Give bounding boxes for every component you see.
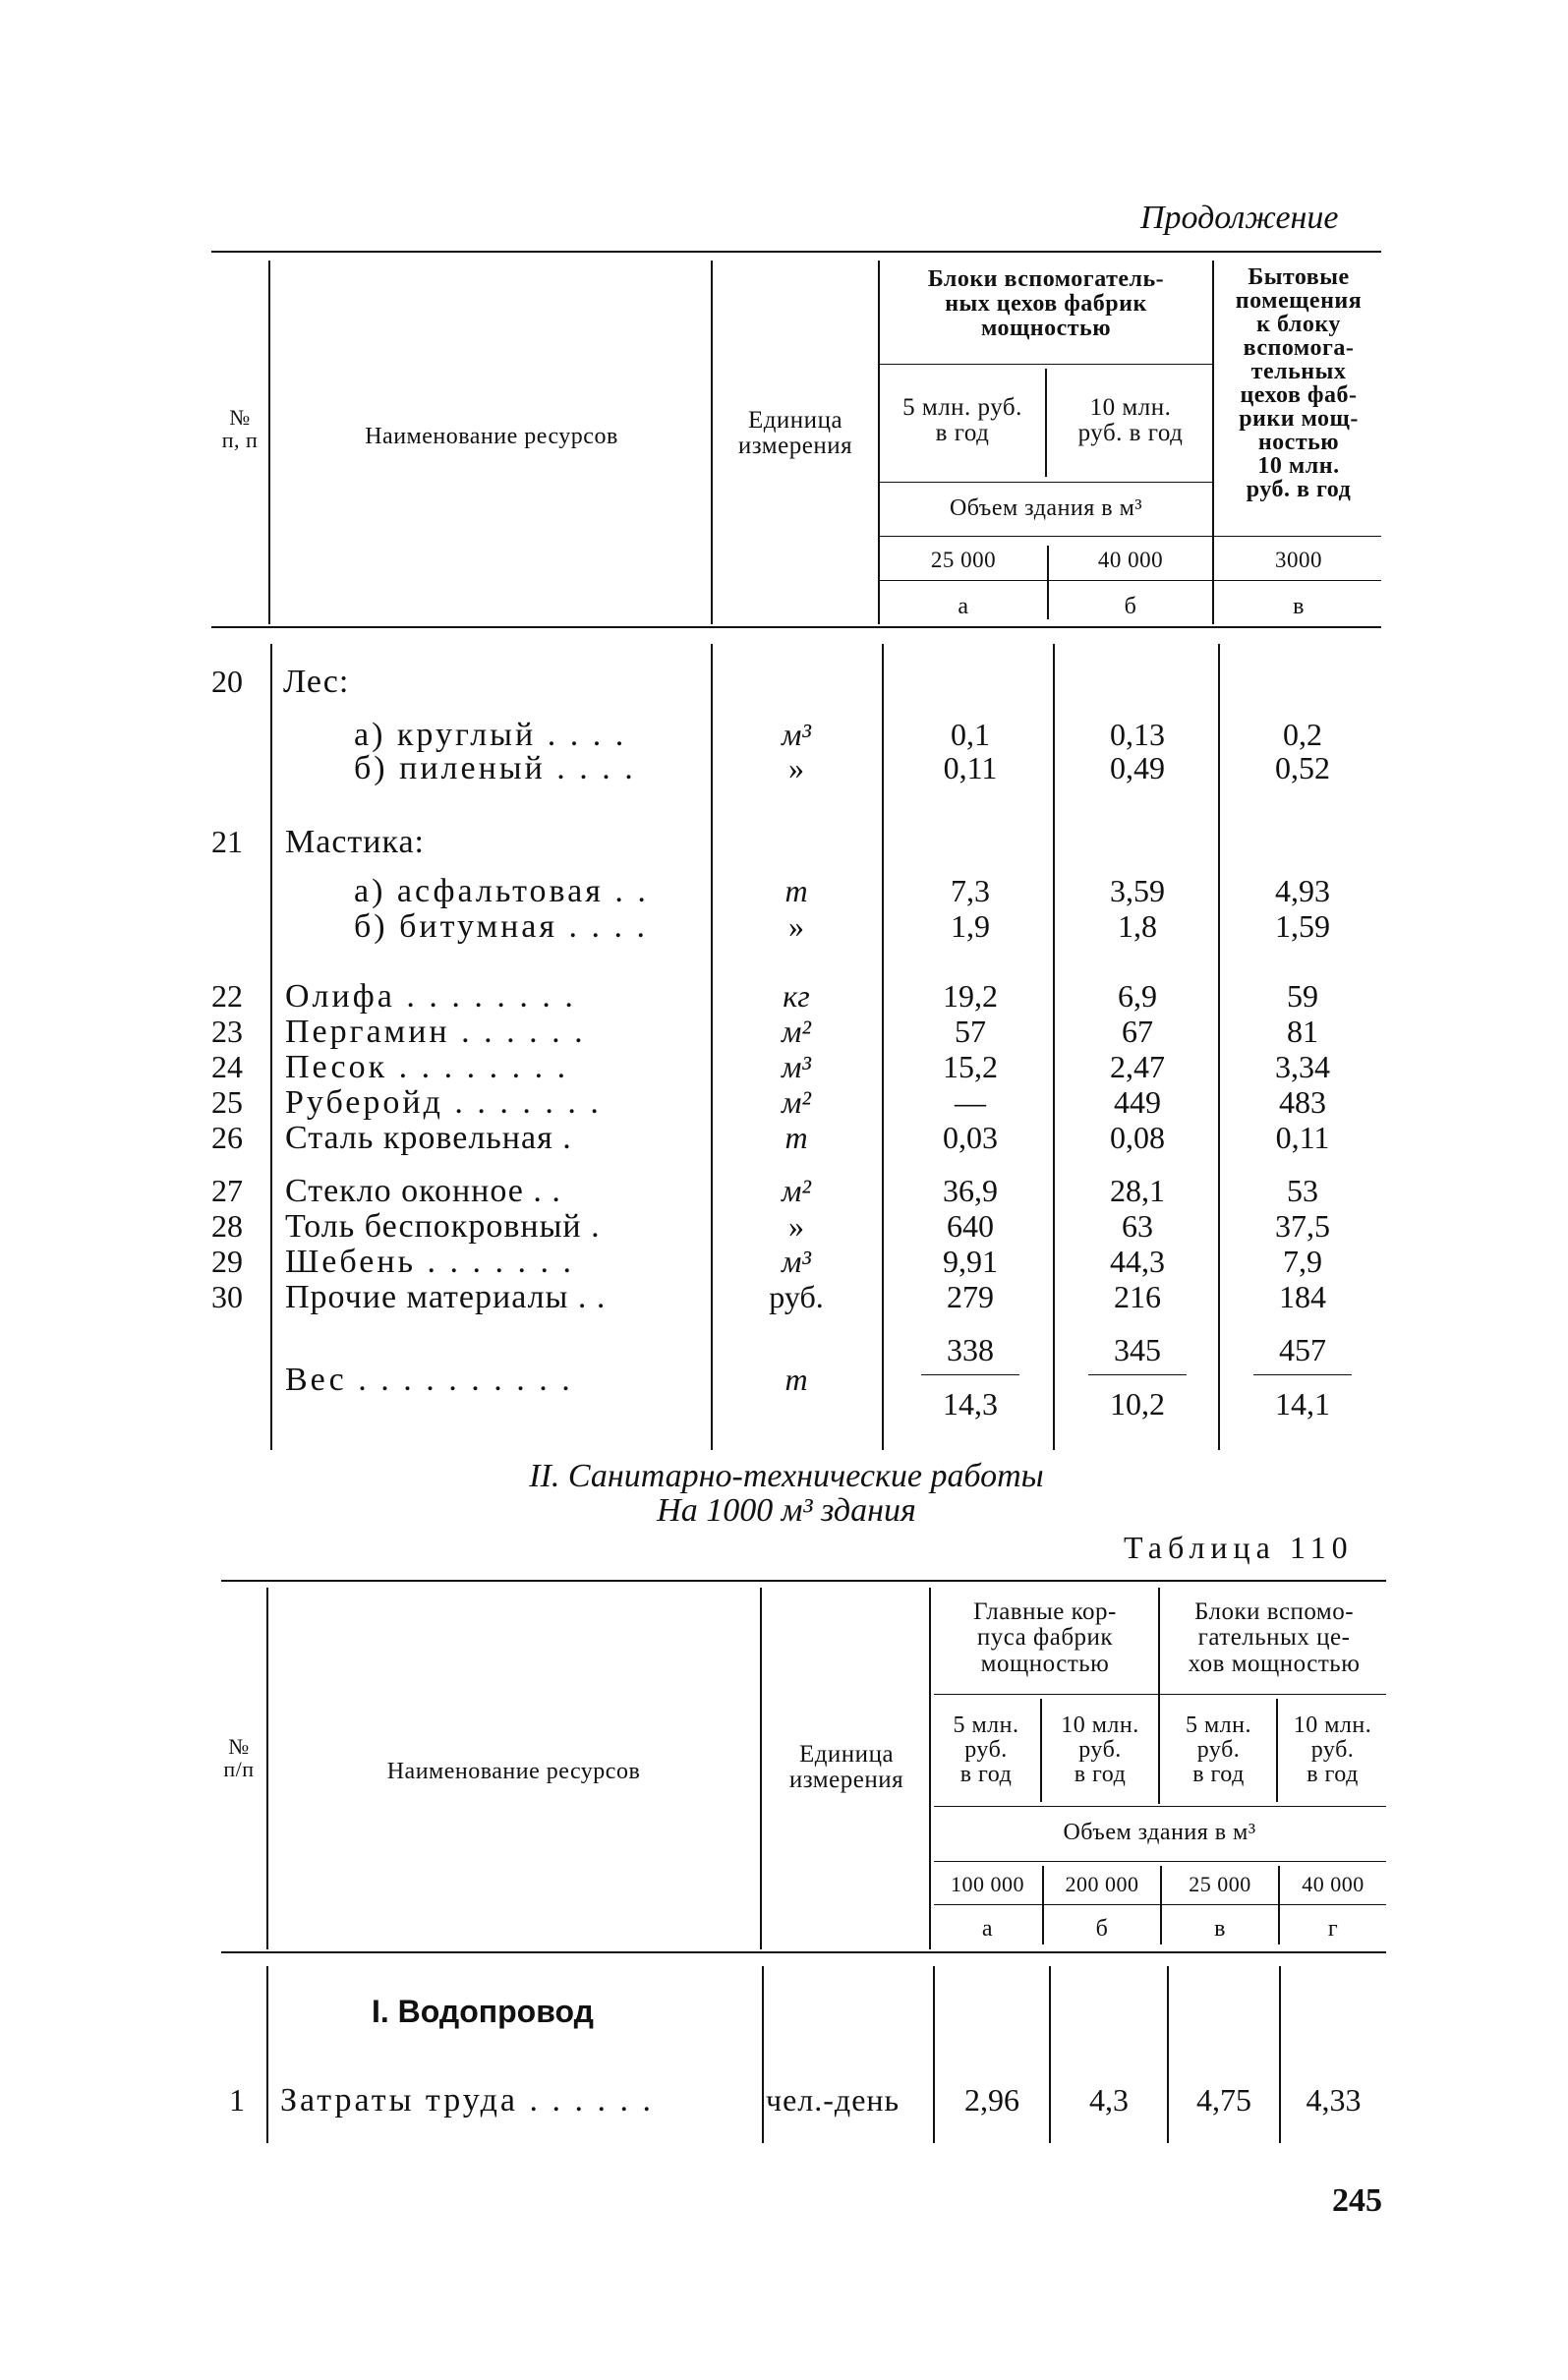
- table1-header-bottom-rule: [211, 626, 1381, 628]
- row-value-b: 0,49: [1110, 750, 1165, 785]
- row-value-v: 0,11: [1275, 1120, 1330, 1155]
- table1-group-v-header: Бытовые помещения к блоку вспомога- тельных цехов фаб- рики мощ- ностью 10 млн. руб. в год: [1235, 264, 1363, 502]
- row-unit: м³: [781, 1049, 811, 1084]
- row-unit: »: [788, 908, 804, 944]
- row-value-b: 2,47: [1110, 1049, 1165, 1084]
- table1-name-header: Наименование ресурсов: [365, 424, 618, 449]
- row-unit: »: [788, 750, 804, 785]
- row-value-a: 19,2: [943, 978, 998, 1014]
- table2-sub-b-header: 10 млн. руб. в год: [1061, 1712, 1139, 1788]
- row-unit: руб.: [769, 1279, 824, 1314]
- row-value-b: 67: [1122, 1014, 1153, 1049]
- table2-top-rule: [221, 1580, 1386, 1582]
- row-unit: т: [784, 1120, 808, 1155]
- row-value-a: 7,3: [951, 873, 990, 908]
- table1-vsep: [268, 261, 270, 624]
- table2-sub-v-header: 5 млн. руб. в год: [1185, 1712, 1251, 1788]
- row-name: Затраты труда . . . . . .: [280, 2082, 655, 2119]
- fraction-bar: [921, 1374, 1019, 1375]
- row-name: Песок . . . . . . . .: [285, 1049, 569, 1085]
- table2-vsep: [266, 1966, 268, 2143]
- table1-vsep: [711, 261, 713, 624]
- row-value-a: 0,1: [951, 717, 990, 752]
- table2-volume-rule: [934, 1806, 1386, 1807]
- table2-num-header: № п/п: [223, 1734, 255, 1782]
- row-value-b: 0,08: [1110, 1120, 1165, 1155]
- row-value-v: 184: [1279, 1279, 1326, 1314]
- row-name: Лес:: [283, 664, 350, 700]
- row-num: 22: [211, 978, 243, 1014]
- row-name: Шебень . . . . . . .: [285, 1244, 575, 1280]
- row-value-g: 4,33: [1306, 2082, 1362, 2118]
- row-value-b: 6,9: [1118, 978, 1157, 1014]
- row-value-a: 57: [955, 1014, 986, 1049]
- row-value-v: 4,75: [1196, 2082, 1251, 2118]
- table2-unit-header: Единица измерения: [788, 1741, 904, 1794]
- row-name: а) круглый . . . .: [354, 717, 627, 753]
- row-value-v: 0,52: [1275, 750, 1330, 785]
- table1-vol-a: 25 000: [930, 548, 997, 572]
- fraction-bar: [1088, 1374, 1187, 1375]
- table2-vsep: [1167, 1966, 1169, 2143]
- table2-volume-header: Объем здания в м³: [1063, 1820, 1256, 1845]
- row-value-v: 0,2: [1283, 717, 1322, 752]
- row-unit: »: [788, 1208, 804, 1244]
- table1-group-rule: [880, 364, 1214, 365]
- row-unit: м³: [781, 1244, 811, 1279]
- table2-vol-b: 200 000: [1065, 1872, 1139, 1896]
- row-value-a: 36,9: [943, 1173, 998, 1208]
- row-value-v: 7,9: [1283, 1244, 1322, 1279]
- row-value-b: 44,3: [1110, 1244, 1165, 1279]
- row-name: б) битумная . . . .: [354, 908, 649, 945]
- row-value-v: 1,59: [1275, 908, 1330, 944]
- row-value-v: 37,5: [1275, 1208, 1330, 1244]
- table1-vol-values-rule: [880, 536, 1381, 537]
- row-unit: чел.-день: [766, 2082, 900, 2118]
- table2-vol-g: 40 000: [1302, 1872, 1365, 1896]
- weight-v-denominator: 14,1: [1275, 1386, 1330, 1422]
- table1-unit-header: Единица измерения: [737, 407, 853, 460]
- table2-group-vg-header: Блоки вспомо- гательных це- хов мощностью: [1188, 1598, 1361, 1677]
- row-value-a: 279: [947, 1279, 994, 1314]
- table2-vol-a: 100 000: [951, 1872, 1024, 1896]
- weight-a-denominator: 14,3: [943, 1386, 998, 1422]
- table2-sub-a-header: 5 млн. руб. в год: [953, 1712, 1019, 1788]
- table1-vol-b: 40 000: [1097, 548, 1164, 572]
- row-num: 25: [211, 1084, 243, 1120]
- row-value-b: 63: [1122, 1208, 1153, 1244]
- table-label: Таблица 110: [1124, 1530, 1354, 1565]
- row-value-v: 4,93: [1275, 873, 1330, 908]
- table1-vsep: [711, 644, 713, 1450]
- table2-group-ab-header: Главные кор- пуса фабрик мощностью: [973, 1598, 1117, 1677]
- row-value-b: 4,3: [1089, 2082, 1129, 2118]
- row-value-b: 1,8: [1118, 908, 1157, 944]
- row-value-b: 216: [1114, 1279, 1161, 1314]
- table1-letter-v: в: [1293, 594, 1305, 619]
- table2-letter-b: б: [1095, 1916, 1109, 1942]
- table2-vsep: [1279, 1966, 1281, 2143]
- row-num: 20: [211, 664, 243, 699]
- row-name: а) асфальтовая . .: [354, 873, 649, 909]
- row-value-a: 15,2: [943, 1049, 998, 1084]
- row-value-v: 3,34: [1275, 1049, 1330, 1084]
- row-unit: м²: [781, 1084, 811, 1120]
- row-unit: т: [784, 873, 808, 908]
- table2-letter-g: г: [1327, 1916, 1339, 1942]
- row-num: 27: [211, 1173, 243, 1208]
- row-name: Пергамин . . . . . .: [285, 1014, 586, 1050]
- table2-vsep: [1276, 1699, 1278, 1802]
- row-num: 28: [211, 1208, 243, 1244]
- table1-vsep: [1053, 644, 1055, 1450]
- row-name: Стекло оконное . .: [285, 1173, 561, 1209]
- page-number: 245: [1332, 2182, 1382, 2219]
- row-name: б) пиленый . . . .: [354, 750, 636, 786]
- table1-vsep: [882, 644, 884, 1450]
- row-value-a: —: [955, 1084, 986, 1120]
- row-unit: кг: [783, 978, 810, 1014]
- row-name: Олифа . . . . . . . .: [285, 978, 576, 1015]
- table1-letter-a: а: [958, 594, 969, 619]
- row-value-a: 9,91: [943, 1244, 998, 1279]
- weight-b-denominator: 10,2: [1110, 1386, 1165, 1422]
- table1-letters-rule: [880, 580, 1381, 581]
- table2-letter-a: а: [981, 1916, 994, 1942]
- row-num: 26: [211, 1120, 243, 1155]
- row-unit: м²: [781, 1014, 811, 1049]
- row-value-v: 483: [1279, 1084, 1326, 1120]
- table2-letter-v: в: [1214, 1916, 1226, 1942]
- row-value-a: 1,9: [951, 908, 990, 944]
- section-title: II. Санитарно-технические работы: [529, 1458, 1044, 1494]
- table1-vsep: [270, 644, 272, 1450]
- section-subtitle: На 1000 м³ здания: [657, 1492, 916, 1529]
- table2-vsep: [760, 1588, 762, 1949]
- row-name: Сталь кровельная .: [285, 1120, 572, 1156]
- fraction-bar: [1253, 1374, 1352, 1375]
- row-num: 29: [211, 1244, 243, 1279]
- row-num: 23: [211, 1014, 243, 1049]
- row-value-b: 0,13: [1110, 717, 1165, 752]
- row-value-a: 0,03: [943, 1120, 998, 1155]
- table1-top-rule: [211, 251, 1381, 253]
- row-name: Мастика:: [285, 824, 426, 860]
- section-heading: I. Водопровод: [372, 1994, 594, 2029]
- table2-sub-g-header: 10 млн. руб. в год: [1293, 1712, 1372, 1788]
- row-num: 1: [229, 2082, 245, 2118]
- row-unit: т: [784, 1362, 808, 1397]
- table2-vsep: [1040, 1699, 1042, 1802]
- table2-name-header: Наименование ресурсов: [386, 1759, 641, 1784]
- table2-vol-v: 25 000: [1189, 1872, 1251, 1896]
- row-value-v: 81: [1287, 1014, 1318, 1049]
- table1-vsep: [1218, 644, 1220, 1450]
- row-name: Прочие материалы . .: [285, 1279, 607, 1315]
- row-value-v: 59: [1287, 978, 1318, 1014]
- table1-group-ab-header: Блоки вспомогатель- ных цехов фабрик мощностью: [927, 266, 1165, 342]
- row-name: Вес . . . . . . . . . .: [285, 1362, 573, 1398]
- row-value-a: 2,96: [964, 2082, 1019, 2118]
- table2-vsep: [1049, 1966, 1051, 2143]
- row-value-v: 53: [1287, 1173, 1318, 1208]
- weight-b-numerator: 345: [1114, 1332, 1161, 1367]
- continuation-label: Продолжение: [1140, 200, 1339, 236]
- row-unit: м³: [781, 717, 811, 752]
- table2-vol-values-rule: [934, 1861, 1386, 1862]
- row-name: Руберойд . . . . . . .: [285, 1084, 602, 1121]
- table2-vsep: [933, 1966, 935, 2143]
- weight-a-numerator: 338: [947, 1332, 994, 1367]
- table2-vsep: [266, 1588, 268, 1949]
- table2-vsep: [762, 1966, 764, 2143]
- row-name: Толь беспокровный .: [285, 1208, 601, 1245]
- row-value-a: 0,11: [943, 750, 998, 785]
- row-num: 30: [211, 1279, 243, 1314]
- table2-vsep: [929, 1588, 931, 1949]
- table1-num-header: № п, п: [221, 405, 259, 453]
- table1-vsep: [1045, 369, 1047, 477]
- row-num: 21: [211, 824, 243, 859]
- table1-volume-header: Объем здания в м³: [949, 495, 1143, 521]
- table2-group-rule: [934, 1694, 1386, 1695]
- row-value-a: 640: [947, 1208, 994, 1244]
- row-num: 24: [211, 1049, 243, 1084]
- table1-vol-v: 3000: [1275, 548, 1322, 572]
- row-value-b: 28,1: [1110, 1173, 1165, 1208]
- table1-letter-b: б: [1124, 594, 1137, 619]
- table1-sub-b-header: 10 млн. руб. в год: [1077, 394, 1184, 447]
- row-value-b: 449: [1114, 1084, 1161, 1120]
- table1-sub-a-header: 5 млн. руб. в год: [902, 394, 1022, 447]
- table2-vsep: [1158, 1588, 1160, 1804]
- row-unit: м²: [781, 1173, 811, 1208]
- table1-volume-rule: [880, 482, 1214, 483]
- table2-header-bottom-rule: [221, 1951, 1386, 1953]
- weight-v-numerator: 457: [1279, 1332, 1326, 1367]
- row-value-b: 3,59: [1110, 873, 1165, 908]
